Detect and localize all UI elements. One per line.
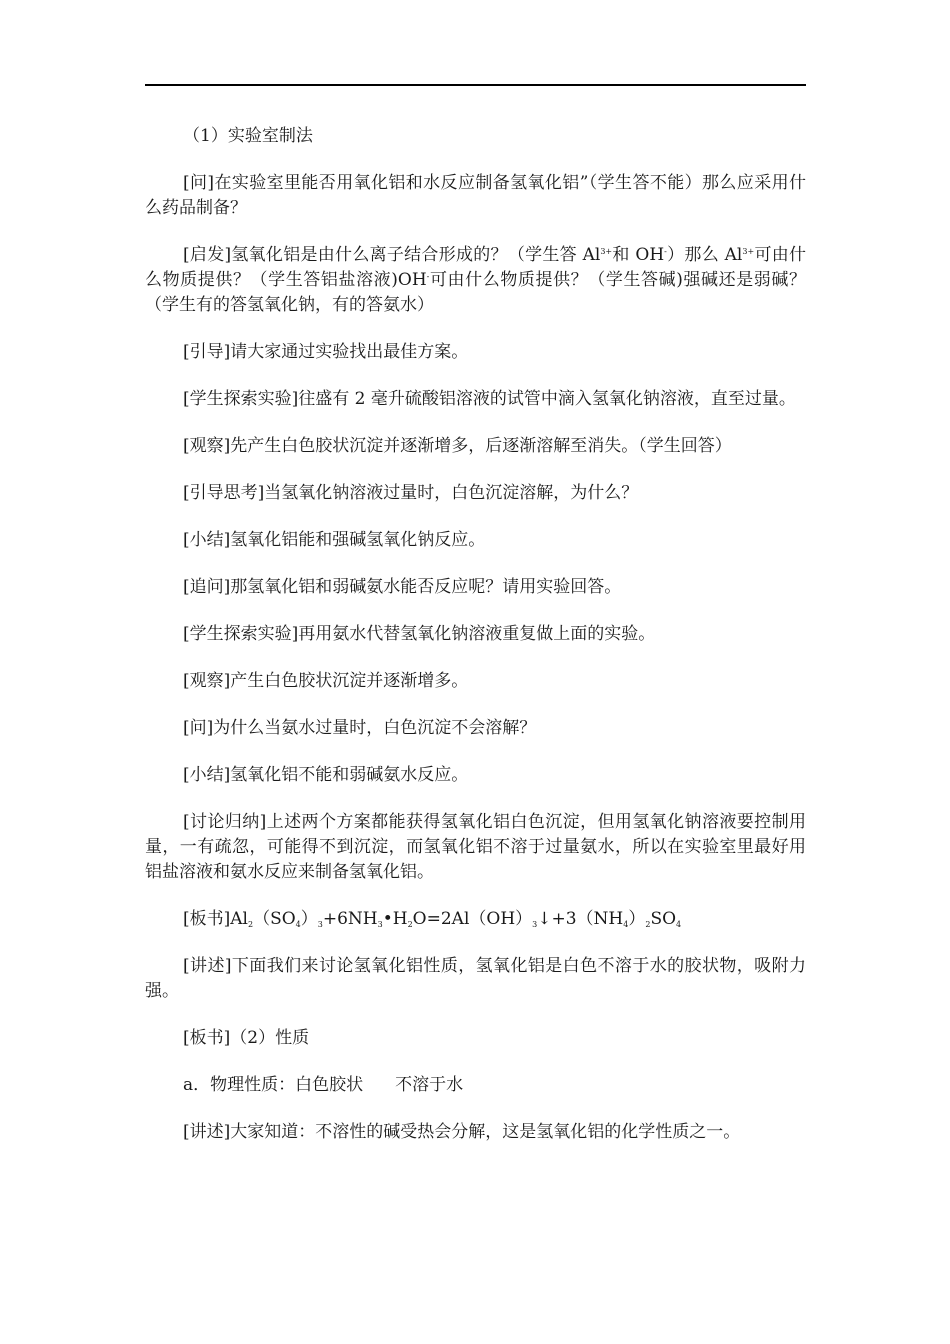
paragraph-guide: [引导]请大家通过实验找出最佳方案。: [183, 342, 469, 362]
paragraph-observe-1: [观察]先产生白色胶状沉淀并逐渐增多，后逐渐溶解至消失。（学生回答）: [183, 436, 732, 456]
paragraph-narration-2: [讲述]大家知道：不溶性的碱受热会分解，这是氢氧化铝的化学性质之一。: [183, 1122, 741, 1142]
section-heading: （1）实验室制法: [183, 126, 313, 146]
physical-properties: a．物理性质：白色胶状 不溶于水: [183, 1075, 464, 1095]
paragraph-question: [问]在实验室里能否用氧化铝和水反应制备氢氧化铝”（学生答不能）那么应采用什么药品制备？: [145, 173, 806, 218]
paragraph-experiment-1: [学生探索实验]往盛有 2 毫升硫酸铝溶液的试管中滴入氢氧化钠溶液，直至过量。: [183, 389, 796, 409]
paragraph-observe-2: [观察]产生白色胶状沉淀并逐渐增多。: [183, 671, 469, 691]
paragraph-inspire: [启发]氢氧化铝是由什么离子结合形成的？（学生答 $Al^{3+}$和 OH-）那么 $Al^{3+}$可由什么物质提供？（学生答铝盐溶液)OH-可由什么物质提供？（学生答碱)强碱还是弱碱？（学生有的答氢氧化钠，有的答氨水）: [145, 245, 807, 315]
paragraph-narration-1: [讲述]下面我们来讨论氢氧化铝性质，氢氧化铝是白色不溶于水的胶状物，吸附力强。: [145, 956, 806, 1001]
chemical-equation: [板书]$Al_2(SO_4)_3+6NH_3•H_2O=2Al(OH)_3↓+3(NH_4)_2SO_4$: [183, 909, 682, 929]
paragraph-follow-up: [追问]那氢氧化铝和弱碱氨水能否反应呢？请用实验回答。: [183, 577, 622, 597]
paragraph-discussion: [讨论归纳]上述两个方案都能获得氢氧化铝白色沉淀，但用氢氧化钠溶液要控制用量，一有疏忽，可能得不到沉淀，而氢氧化铝不溶于过量氨水，所以在实验室里最好用铝盐溶液和氨水反应来制备氢氧化铝。: [145, 812, 806, 882]
document-body: [145, 124, 806, 1145]
paragraph-guide-think: [引导思考]当氢氧化钠溶液过量时，白色沉淀溶解，为什么？: [183, 483, 639, 503]
paragraph-summary-2: [小结]氢氧化铝不能和弱碱氨水反应。: [183, 765, 469, 785]
paragraph-question-2: [问]为什么当氨水过量时，白色沉淀不会溶解？: [183, 718, 537, 738]
board-heading-properties: [板书]（2）性质: [183, 1028, 310, 1048]
paragraph-experiment-2: [学生探索实验]再用氨水代替氢氧化钠溶液重复做上面的实验。: [183, 624, 656, 644]
paragraph-summary-1: [小结]氢氧化铝能和强碱氢氧化钠反应。: [183, 530, 486, 550]
header-rule: [145, 84, 806, 86]
